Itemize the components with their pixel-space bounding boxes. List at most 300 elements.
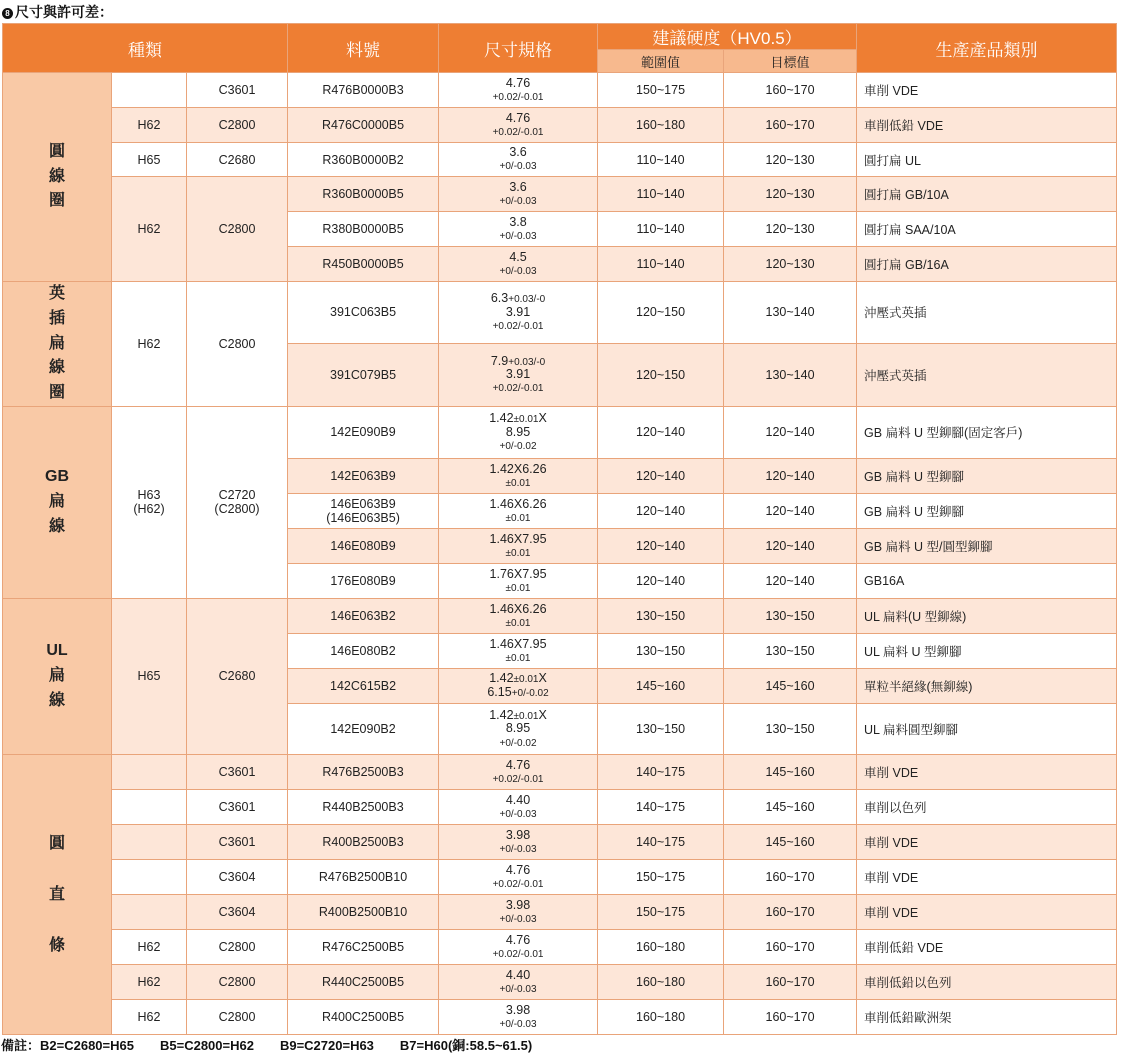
part-number-cell bbox=[288, 458, 439, 493]
numbered-bullet-icon: 8 bbox=[2, 8, 13, 19]
cell-line: H62 bbox=[137, 336, 161, 351]
part-number-cell bbox=[288, 343, 439, 406]
size-line bbox=[439, 616, 597, 630]
size-tolerance: ±0.01 bbox=[505, 582, 531, 594]
product-cell: UL 扁料 U 型鉚腳 bbox=[857, 633, 1117, 668]
size-line bbox=[439, 264, 597, 278]
category-cell bbox=[3, 73, 112, 282]
part-number-cell bbox=[288, 668, 439, 703]
part-number: R400C2500B5 bbox=[322, 1009, 405, 1024]
size-tolerance: ±0.01 bbox=[505, 512, 531, 524]
size-line bbox=[439, 381, 597, 395]
size-tolerance: +0.02/-0.01 bbox=[492, 878, 544, 890]
cell-line: H62 bbox=[137, 222, 161, 236]
size-value: 1.42 bbox=[489, 707, 514, 722]
footnote bbox=[1, 1035, 558, 1054]
size-value: 6.15 bbox=[487, 684, 512, 699]
hardness-target-cell: 120~140 bbox=[724, 563, 857, 598]
hardness-range-cell: 120~140 bbox=[598, 458, 724, 493]
size-value: 1.46X7.95 bbox=[489, 636, 547, 651]
hardness-range-cell: 120~140 bbox=[598, 563, 724, 598]
size-line bbox=[439, 216, 597, 229]
size-value: 1.76X7.95 bbox=[489, 566, 547, 581]
size-line bbox=[439, 181, 597, 194]
grade-cell bbox=[112, 108, 187, 143]
hardness-target-cell: 160~170 bbox=[724, 108, 857, 143]
product-cell: GB 扁料 U 型鉚腳 bbox=[857, 493, 1117, 528]
alloy-cell bbox=[187, 789, 288, 824]
alloy-cell bbox=[187, 999, 288, 1034]
grade-cell bbox=[112, 859, 187, 894]
product-cell: 車削低鉛歐洲架 bbox=[857, 999, 1117, 1034]
hardness-target-cell: 130~150 bbox=[724, 703, 857, 754]
size-line bbox=[439, 112, 597, 125]
cell-line: C2800 bbox=[218, 118, 256, 132]
hardness-target-cell: 160~170 bbox=[724, 73, 857, 108]
size-value: 3.98 bbox=[505, 1002, 531, 1017]
part-number: R476C0000B5 bbox=[322, 118, 405, 132]
size-tolerance: ±0.01 bbox=[505, 652, 531, 664]
part-number: 146E063B9 bbox=[330, 496, 396, 511]
size-line bbox=[439, 306, 597, 319]
part-number-cell bbox=[288, 859, 439, 894]
size-line bbox=[439, 463, 597, 476]
hardness-target-cell: 130~150 bbox=[724, 598, 857, 633]
size-value: 4.76 bbox=[505, 75, 531, 90]
part-number: R476B2500B3 bbox=[322, 764, 404, 779]
size-tolerance: +0.02/-0.01 bbox=[492, 321, 544, 332]
product-cell: UL 扁料圓型鉚腳 bbox=[857, 703, 1117, 754]
part-number-cell bbox=[288, 73, 439, 108]
size-line bbox=[439, 511, 597, 525]
part-number: 142E063B9 bbox=[330, 468, 396, 483]
size-value: 4.76 bbox=[505, 757, 531, 772]
grade-cell bbox=[112, 282, 187, 407]
hardness-target-cell: 160~170 bbox=[724, 999, 857, 1034]
part-number: 142E090B9 bbox=[330, 425, 396, 440]
part-number-cell bbox=[288, 703, 439, 754]
size-line bbox=[439, 319, 597, 333]
alloy-cell bbox=[187, 406, 288, 598]
part-number: 146E063B2 bbox=[330, 608, 396, 623]
footnote-item: B7=H60(銅:58.5~61.5) bbox=[399, 1038, 533, 1053]
size-line bbox=[439, 426, 597, 439]
hardness-target-cell: 160~170 bbox=[724, 859, 857, 894]
product-cell: 車削低鉛以色列 bbox=[857, 964, 1117, 999]
size-cell bbox=[439, 598, 598, 633]
size-line bbox=[439, 533, 597, 546]
product-cell: 沖壓式英插 bbox=[857, 282, 1117, 344]
hardness-target-cell: 120~140 bbox=[724, 406, 857, 458]
part-number: R440C2500B5 bbox=[322, 974, 405, 989]
size-tolerance: +0.03/-0 bbox=[508, 356, 546, 368]
hardness-target-cell: 120~140 bbox=[724, 528, 857, 563]
size-value: 6.3 bbox=[490, 291, 509, 306]
table-row bbox=[3, 789, 1117, 824]
size-cell bbox=[439, 789, 598, 824]
grade-cell bbox=[112, 143, 187, 177]
size-line bbox=[439, 90, 597, 104]
size-line bbox=[439, 686, 597, 700]
footnote-item: B5=C2800=H62 bbox=[159, 1038, 254, 1053]
size-value: 1.46X6.26 bbox=[489, 601, 547, 616]
size-line bbox=[439, 77, 597, 90]
size-line bbox=[439, 864, 597, 877]
size-value: 1.42 bbox=[489, 411, 514, 426]
size-value: 3.8 bbox=[509, 214, 527, 229]
size-line bbox=[439, 476, 597, 490]
hardness-range-cell: 110~140 bbox=[598, 143, 724, 177]
hardness-range-cell: 140~175 bbox=[598, 789, 724, 824]
size-cell bbox=[439, 458, 598, 493]
grade-cell bbox=[112, 964, 187, 999]
size-tolerance: +0/-0.03 bbox=[499, 808, 537, 820]
size-line bbox=[439, 877, 597, 891]
size-line bbox=[439, 1004, 597, 1017]
alloy-cell bbox=[187, 929, 288, 964]
title-text: 尺寸與許可差： bbox=[15, 4, 113, 20]
hardness-range-cell: 160~180 bbox=[598, 108, 724, 143]
category-cell bbox=[3, 754, 112, 1034]
size-cell bbox=[439, 493, 598, 528]
grade-cell bbox=[112, 754, 187, 789]
cell-line: C2680 bbox=[218, 669, 256, 684]
part-number-cell bbox=[288, 964, 439, 999]
specification-table bbox=[2, 23, 1117, 1035]
size-line bbox=[439, 546, 597, 560]
table-row bbox=[3, 929, 1117, 964]
size-cell bbox=[439, 754, 598, 789]
size-line bbox=[439, 568, 597, 581]
size-line bbox=[439, 807, 597, 821]
product-cell: 車削低鉛 VDE bbox=[857, 108, 1117, 143]
size-line bbox=[439, 829, 597, 842]
part-number-cell bbox=[288, 108, 439, 143]
size-tolerance: ±0.01 bbox=[505, 547, 531, 559]
cell-line: UL bbox=[46, 642, 68, 660]
table-row bbox=[3, 177, 1117, 212]
size-tolerance: +0.02/-0.01 bbox=[492, 91, 544, 103]
size-line bbox=[439, 934, 597, 947]
hardness-range-cell: 120~150 bbox=[598, 282, 724, 344]
part-number-cell bbox=[288, 177, 439, 212]
size-line bbox=[439, 603, 597, 616]
cell-line: 扁 bbox=[48, 667, 65, 685]
product-cell: 單粒半絕緣(無鉚線) bbox=[857, 668, 1117, 703]
size-line bbox=[439, 672, 597, 686]
size-value: 4.76 bbox=[505, 862, 531, 877]
grade-cell bbox=[112, 598, 187, 754]
size-line bbox=[439, 722, 597, 735]
size-line bbox=[439, 912, 597, 926]
part-number: 391C079B5 bbox=[330, 367, 397, 382]
cell-line: 線 bbox=[48, 359, 65, 377]
size-tolerance: +0.02/-0.01 bbox=[492, 383, 544, 395]
size-value: 4.40 bbox=[505, 967, 531, 982]
hardness-target-cell: 160~170 bbox=[724, 894, 857, 929]
hardness-range-cell: 140~175 bbox=[598, 824, 724, 859]
size-tolerance: +0/-0.02 bbox=[499, 737, 537, 749]
size-times: X bbox=[538, 671, 547, 686]
table-row bbox=[3, 999, 1117, 1034]
size-line bbox=[439, 1017, 597, 1031]
part-number-cell bbox=[288, 282, 439, 344]
size-tolerance: ±0.01 bbox=[505, 477, 531, 489]
part-number: R476B0000B3 bbox=[322, 83, 404, 97]
cell-line: 圈 bbox=[48, 192, 65, 210]
size-cell bbox=[439, 999, 598, 1034]
grade-cell bbox=[112, 894, 187, 929]
product-cell: UL 扁料(U 型鉚線) bbox=[857, 598, 1117, 633]
cell-line: 插 bbox=[48, 309, 65, 327]
hardness-target-cell: 130~150 bbox=[724, 633, 857, 668]
size-cell bbox=[439, 247, 598, 282]
part-number: R400B2500B10 bbox=[318, 904, 408, 919]
cell-line: C3601 bbox=[218, 799, 256, 814]
hardness-range-cell: 120~140 bbox=[598, 493, 724, 528]
cell-line: 扁 bbox=[48, 334, 65, 352]
hardness-target-cell: 145~160 bbox=[724, 668, 857, 703]
size-line bbox=[439, 368, 597, 381]
alloy-cell bbox=[187, 859, 288, 894]
size-cell bbox=[439, 859, 598, 894]
cell-line: 直 bbox=[48, 885, 65, 903]
alloy-cell bbox=[187, 964, 288, 999]
hardness-range-cell: 140~175 bbox=[598, 754, 724, 789]
part-number: 176E080B9 bbox=[330, 573, 396, 588]
size-value: 3.6 bbox=[509, 179, 527, 194]
size-tolerance: +0/-0.03 bbox=[499, 161, 537, 173]
alloy-cell bbox=[187, 73, 288, 108]
size-line bbox=[439, 947, 597, 961]
cell-line: H65 bbox=[137, 152, 161, 167]
hardness-target-cell: 160~170 bbox=[724, 964, 857, 999]
size-line bbox=[439, 355, 597, 369]
size-tolerance: +0.02/-0.01 bbox=[492, 773, 544, 785]
size-tolerance: +0/-0.03 bbox=[499, 230, 537, 242]
part-number: 142E090B2 bbox=[330, 721, 396, 736]
hardness-target-cell: 120~130 bbox=[724, 247, 857, 282]
cell-line: 圓 bbox=[48, 834, 65, 852]
hardness-target-cell: 120~140 bbox=[724, 458, 857, 493]
size-value: 4.5 bbox=[509, 249, 527, 264]
part-number: 146E080B9 bbox=[330, 538, 396, 553]
hardness-target-cell: 120~130 bbox=[724, 177, 857, 212]
size-line bbox=[439, 969, 597, 982]
size-line bbox=[439, 736, 597, 750]
size-cell bbox=[439, 406, 598, 458]
hardness-target-cell: 120~130 bbox=[724, 212, 857, 247]
part-number-cell bbox=[288, 929, 439, 964]
size-value: 1.42 bbox=[489, 671, 514, 686]
size-value: 7.9 bbox=[490, 353, 509, 368]
hardness-target-cell: 130~140 bbox=[724, 343, 857, 406]
size-line bbox=[439, 772, 597, 786]
size-tolerance: +0/-0.03 bbox=[499, 265, 537, 277]
header-part-no: 料號 bbox=[288, 24, 439, 73]
size-line bbox=[439, 146, 597, 159]
size-line bbox=[439, 229, 597, 243]
hardness-range-cell: 120~140 bbox=[598, 406, 724, 458]
size-value: 1.46X6.26 bbox=[489, 496, 547, 511]
product-cell: 車削低鉛 VDE bbox=[857, 929, 1117, 964]
size-line bbox=[439, 842, 597, 856]
cell-line: H62 bbox=[137, 974, 161, 989]
page-title bbox=[2, 2, 113, 22]
grade-cell bbox=[112, 789, 187, 824]
part-number-cell bbox=[288, 999, 439, 1034]
part-number: R360B0000B2 bbox=[322, 152, 404, 167]
part-number: R440B2500B3 bbox=[322, 799, 404, 814]
alloy-cell bbox=[187, 143, 288, 177]
cell-line: 英 bbox=[48, 285, 65, 302]
header-product: 生產產品類別 bbox=[857, 24, 1117, 73]
size-line bbox=[439, 982, 597, 996]
size-value: 8.95 bbox=[505, 721, 531, 736]
part-number-cell bbox=[288, 598, 439, 633]
header-category: 種類 bbox=[3, 24, 288, 73]
category-cell bbox=[3, 406, 112, 598]
grade-cell bbox=[112, 177, 187, 282]
hardness-range-cell: 120~150 bbox=[598, 343, 724, 406]
hardness-range-cell: 110~140 bbox=[598, 247, 724, 282]
cell-line: H63 bbox=[137, 488, 161, 503]
alloy-cell bbox=[187, 754, 288, 789]
size-line bbox=[439, 251, 597, 264]
size-cell bbox=[439, 929, 598, 964]
part-number: R360B0000B5 bbox=[322, 187, 404, 201]
size-cell bbox=[439, 668, 598, 703]
size-cell bbox=[439, 528, 598, 563]
part-number-cell bbox=[288, 563, 439, 598]
size-times: X bbox=[538, 707, 547, 722]
size-tolerance: +0.02/-0.01 bbox=[492, 948, 544, 960]
size-cell bbox=[439, 894, 598, 929]
cell-line: 圈 bbox=[48, 384, 65, 402]
size-tolerance: +0/-0.03 bbox=[499, 983, 537, 995]
cell-line: 扁 bbox=[48, 493, 65, 511]
part-number: R380B0000B5 bbox=[322, 222, 404, 236]
size-cell bbox=[439, 73, 598, 108]
alloy-cell bbox=[187, 824, 288, 859]
size-cell bbox=[439, 703, 598, 754]
alloy-cell bbox=[187, 894, 288, 929]
size-cell bbox=[439, 282, 598, 344]
header-hardness: 建議硬度（HV0.5） bbox=[598, 24, 857, 50]
table-row bbox=[3, 964, 1117, 999]
product-cell: 車削 VDE bbox=[857, 894, 1117, 929]
part-number-alt: (146E063B5) bbox=[326, 510, 400, 525]
part-number-cell bbox=[288, 143, 439, 177]
part-number-cell bbox=[288, 212, 439, 247]
header-range: 範圍值 bbox=[598, 50, 724, 73]
size-value: 4.76 bbox=[505, 110, 531, 125]
table-row bbox=[3, 754, 1117, 789]
part-number-cell bbox=[288, 528, 439, 563]
hardness-range-cell: 110~140 bbox=[598, 212, 724, 247]
size-cell bbox=[439, 177, 598, 212]
part-number-cell bbox=[288, 493, 439, 528]
size-line bbox=[439, 638, 597, 651]
size-times: X bbox=[538, 411, 547, 426]
product-cell: 車削 VDE bbox=[857, 754, 1117, 789]
size-line bbox=[439, 794, 597, 807]
size-cell bbox=[439, 633, 598, 668]
part-number-cell bbox=[288, 894, 439, 929]
hardness-range-cell: 120~140 bbox=[598, 528, 724, 563]
size-cell bbox=[439, 143, 598, 177]
product-cell: 圓打扁 GB/10A bbox=[857, 177, 1117, 212]
grade-cell bbox=[112, 406, 187, 598]
size-cell bbox=[439, 824, 598, 859]
size-line bbox=[439, 651, 597, 665]
size-tolerance: +0/-0.02 bbox=[499, 441, 537, 453]
size-line bbox=[439, 292, 597, 306]
size-tolerance: +0.02/-0.01 bbox=[492, 126, 544, 138]
size-cell bbox=[439, 108, 598, 143]
product-cell: GB 扁料 U 型鉚腳 bbox=[857, 458, 1117, 493]
cell-line: 線 bbox=[48, 167, 65, 185]
cell-line: C2800 bbox=[218, 222, 256, 236]
table-row bbox=[3, 598, 1117, 633]
size-cell bbox=[439, 212, 598, 247]
product-cell: 沖壓式英插 bbox=[857, 343, 1117, 406]
size-line bbox=[439, 194, 597, 208]
cell-line: C3601 bbox=[218, 764, 256, 779]
cell-line: (H62) bbox=[133, 502, 165, 517]
cell-line: H62 bbox=[137, 1009, 161, 1024]
table-row bbox=[3, 894, 1117, 929]
size-tolerance: +0/-0.03 bbox=[499, 1018, 537, 1030]
size-line bbox=[439, 899, 597, 912]
part-number: 142C615B2 bbox=[330, 678, 397, 693]
product-cell: GB 扁料 U 型/圓型鉚腳 bbox=[857, 528, 1117, 563]
hardness-range-cell: 160~180 bbox=[598, 929, 724, 964]
header-target: 目標值 bbox=[724, 50, 857, 73]
cell-line: H62 bbox=[137, 118, 161, 132]
category-cell bbox=[3, 598, 112, 754]
footnote-item: B2=C2680=H65 bbox=[40, 1038, 134, 1053]
cell-line: (C2800) bbox=[214, 502, 260, 517]
cell-line: C3601 bbox=[218, 834, 256, 849]
hardness-target-cell: 145~160 bbox=[724, 824, 857, 859]
hardness-target-cell: 160~170 bbox=[724, 929, 857, 964]
hardness-range-cell: 150~175 bbox=[598, 894, 724, 929]
category-cell bbox=[3, 282, 112, 407]
size-value: 4.40 bbox=[505, 792, 531, 807]
size-value: 3.98 bbox=[505, 827, 531, 842]
size-value: 1.46X7.95 bbox=[489, 531, 547, 546]
size-value: 1.42X6.26 bbox=[489, 461, 547, 476]
table-row bbox=[3, 108, 1117, 143]
size-value: 8.95 bbox=[505, 424, 531, 439]
hardness-range-cell: 130~150 bbox=[598, 633, 724, 668]
size-line bbox=[439, 581, 597, 595]
product-cell: 車削 VDE bbox=[857, 824, 1117, 859]
cell-line: 線 bbox=[48, 691, 65, 709]
table-row bbox=[3, 143, 1117, 177]
cell-line: C2720 bbox=[218, 488, 256, 503]
size-tolerance: +0/-0.03 bbox=[499, 195, 537, 207]
product-cell: 圓打扁 SAA/10A bbox=[857, 212, 1117, 247]
product-cell: 圓打扁 GB/16A bbox=[857, 247, 1117, 282]
hardness-target-cell: 145~160 bbox=[724, 789, 857, 824]
cell-line: C2680 bbox=[218, 152, 256, 167]
footnote-item: B9=C2720=H63 bbox=[279, 1038, 374, 1053]
hardness-target-cell: 130~140 bbox=[724, 282, 857, 344]
part-number-cell bbox=[288, 824, 439, 859]
grade-cell bbox=[112, 73, 187, 108]
